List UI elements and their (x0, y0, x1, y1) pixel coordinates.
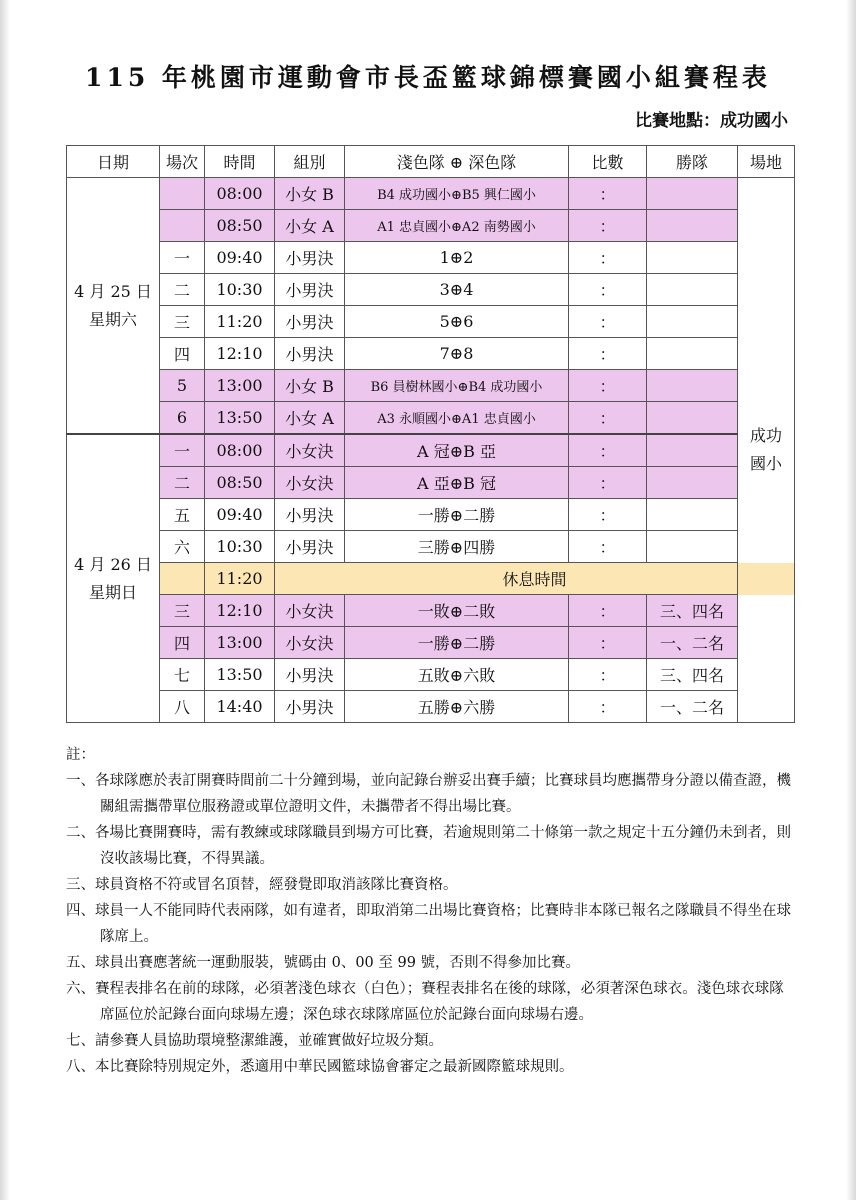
game-matchup: B6 員樹林國小⊕B4 成功國小 (345, 370, 569, 402)
venue-line: 比賽地點：成功國小 (635, 111, 788, 131)
game-matchup: B4 成功國小⊕B5 興仁國小 (345, 178, 569, 210)
note-item: 二、各場比賽開賽時，需有教練或球隊職員到場方可比賽，若逾規則第二十條第一款之規定十五分鐘仍未到者，則沒收該場比賽，不得異議。 (66, 825, 791, 867)
game-matchup: A3 永順國小⊕A1 忠貞國小 (345, 402, 569, 435)
game-time: 08:50 (205, 210, 275, 242)
table-row (67, 434, 795, 467)
game-time: 09:40 (205, 499, 275, 531)
game-no: 七 (160, 659, 205, 691)
game-no: 六 (160, 531, 205, 563)
game-score: ： (569, 178, 647, 210)
note-item: 一、各球隊應於表訂開賽時間前二十分鐘到場，並向記錄台辦妥出賽手續；比賽球員均應攜帶身分證以備查證，機關組需攜帶單位服務證或單位證明文件，未攜帶者不得出場比賽。 (66, 773, 791, 815)
header-venue: 場地 (738, 146, 795, 178)
game-winner (647, 274, 738, 306)
game-time: 08:00 (205, 178, 275, 210)
game-matchup: 5⊕6 (345, 306, 569, 338)
venue-cell-line1: 成功 (749, 426, 782, 445)
game-matchup: 三勝⊕四勝 (345, 531, 569, 563)
game-matchup: A 亞⊕B 冠 (345, 467, 569, 499)
game-no: 八 (160, 691, 205, 723)
game-winner (647, 531, 738, 563)
break-row (67, 563, 795, 595)
game-group: 小女 A (275, 402, 345, 435)
game-time: 09:40 (205, 242, 275, 274)
note-item: 四、球員一人不能同時代表兩隊，如有違者，即取消第二出場比賽資格；比賽時非本隊已報名之隊職員不得坐在球隊席上。 (66, 903, 791, 945)
game-matchup: 五敗⊕六敗 (345, 659, 569, 691)
table-row (67, 467, 795, 499)
note-item: 八、本比賽除特別規定外，悉適用中華民國籃球協會審定之最新國際籃球規則。 (66, 1059, 574, 1075)
game-group: 小男決 (275, 691, 345, 723)
game-group: 小男決 (275, 499, 345, 531)
table-row (67, 659, 795, 691)
game-winner (647, 402, 738, 435)
weekday-day2: 星期日 (88, 582, 137, 602)
date-cell-day1 (67, 178, 160, 435)
note-item: 六、賽程表排名在前的球隊，必須著淺色球衣（白色）；賽程表排名在後的球隊，必須著深色球衣。淺色球衣球隊席區位於記錄台面向球場左邊；深色球衣球隊席區位於記錄台面向球場右邊。 (66, 981, 784, 1023)
table-row (67, 370, 795, 402)
game-no: 一 (160, 242, 205, 274)
game-winner: 一、二名 (647, 627, 738, 659)
game-score: ： (569, 627, 647, 659)
game-time: 08:50 (205, 467, 275, 499)
date-day2: 4 月 26 日 (74, 554, 152, 574)
game-no (160, 563, 205, 595)
game-score: ： (569, 402, 647, 435)
game-time: 11:20 (205, 306, 275, 338)
game-group: 小女決 (275, 595, 345, 627)
game-matchup: 五勝⊕六勝 (345, 691, 569, 723)
game-winner (647, 338, 738, 370)
game-matchup: 3⊕4 (345, 274, 569, 306)
game-group: 小女 B (275, 370, 345, 402)
header-teams: 淺色隊 ⊕ 深色隊 (345, 146, 569, 178)
game-no: 三 (160, 595, 205, 627)
game-score: ： (569, 210, 647, 242)
game-time: 12:10 (205, 595, 275, 627)
table-row (67, 595, 795, 627)
game-group: 小男決 (275, 274, 345, 306)
game-score: ： (569, 499, 647, 531)
game-winner (647, 210, 738, 242)
game-time: 14:40 (205, 691, 275, 723)
game-winner (647, 242, 738, 274)
game-time: 13:00 (205, 370, 275, 402)
table-row (67, 210, 795, 242)
note-item: 三、球員資格不符或冒名頂替，經發覺即取消該隊比賽資格。 (66, 877, 458, 893)
game-group: 小女決 (275, 627, 345, 659)
game-time: 13:50 (205, 659, 275, 691)
game-winner: 一、二名 (647, 691, 738, 723)
game-time: 10:30 (205, 274, 275, 306)
game-group: 小女決 (275, 434, 345, 467)
game-group: 小男決 (275, 338, 345, 370)
game-winner: 三、四名 (647, 659, 738, 691)
game-no: 6 (160, 402, 205, 435)
table-header-row (67, 146, 795, 178)
header-group: 組別 (275, 146, 345, 178)
game-no (160, 178, 205, 210)
table-row (67, 499, 795, 531)
weekday-day1: 星期六 (88, 309, 137, 329)
game-winner: 三、四名 (647, 595, 738, 627)
game-no: 三 (160, 306, 205, 338)
game-winner (647, 499, 738, 531)
game-matchup: 一勝⊕二勝 (345, 499, 569, 531)
game-time: 11:20 (205, 563, 275, 595)
game-time: 13:00 (205, 627, 275, 659)
header-date: 日期 (67, 146, 160, 178)
game-no: 四 (160, 627, 205, 659)
game-no: 四 (160, 338, 205, 370)
venue-cell-line2: 國小 (749, 454, 782, 473)
game-group: 小男決 (275, 659, 345, 691)
venue-cell (738, 178, 795, 723)
game-time: 12:10 (205, 338, 275, 370)
game-group: 小女決 (275, 467, 345, 499)
date-day1: 4 月 25 日 (74, 281, 152, 301)
game-score: ： (569, 242, 647, 274)
game-no: 五 (160, 499, 205, 531)
game-group: 小男決 (275, 531, 345, 563)
game-winner (647, 178, 738, 210)
game-group: 小男決 (275, 242, 345, 274)
game-matchup: 7⊕8 (345, 338, 569, 370)
game-group: 小女 A (275, 210, 345, 242)
break-label: 休息時間 (275, 563, 795, 595)
notes-section (66, 742, 796, 1080)
game-score: ： (569, 370, 647, 402)
game-winner (647, 434, 738, 467)
game-no: 二 (160, 467, 205, 499)
game-time: 10:30 (205, 531, 275, 563)
game-score: ： (569, 306, 647, 338)
game-group: 小男決 (275, 306, 345, 338)
game-matchup: 一敗⊕二敗 (345, 595, 569, 627)
game-score: ： (569, 691, 647, 723)
table-row (67, 531, 795, 563)
note-item: 七、請參賽人員協助環境整潔維護，並確實做好垃圾分類。 (66, 1033, 443, 1049)
game-winner (647, 370, 738, 402)
game-score: ： (569, 531, 647, 563)
game-matchup: A1 忠貞國小⊕A2 南勢國小 (345, 210, 569, 242)
table-row (67, 178, 795, 210)
game-time: 08:00 (205, 434, 275, 467)
game-group: 小女 B (275, 178, 345, 210)
table-row (67, 306, 795, 338)
table-row (67, 691, 795, 723)
table-row (67, 274, 795, 306)
table-row (67, 402, 795, 435)
table-row (67, 242, 795, 274)
game-score: ： (569, 595, 647, 627)
date-cell-day2 (67, 434, 160, 723)
game-winner (647, 306, 738, 338)
header-winner: 勝隊 (647, 146, 738, 178)
header-game-no: 場次 (160, 146, 205, 178)
table-row (67, 338, 795, 370)
note-item: 五、球員出賽應著統一運動服裝，號碼由 0、00 至 99 號，否則不得參加比賽。 (66, 955, 581, 971)
table-row (67, 627, 795, 659)
page-edge-right (846, 0, 856, 1200)
game-score: ： (569, 274, 647, 306)
game-score: ： (569, 434, 647, 467)
game-no: 5 (160, 370, 205, 402)
game-score: ： (569, 467, 647, 499)
header-time: 時間 (205, 146, 275, 178)
schedule-table (66, 145, 795, 723)
game-time: 13:50 (205, 402, 275, 435)
header-score: 比數 (569, 146, 647, 178)
game-score: ： (569, 338, 647, 370)
game-winner (647, 467, 738, 499)
game-matchup: A 冠⊕B 亞 (345, 434, 569, 467)
game-matchup: 1⊕2 (345, 242, 569, 274)
document-title: 115 年桃園市運動會市長盃籃球錦標賽國小組賽程表 (85, 63, 771, 92)
game-no: 二 (160, 274, 205, 306)
game-matchup: 一勝⊕二勝 (345, 627, 569, 659)
game-score: ： (569, 659, 647, 691)
notes-label: 註： (66, 747, 95, 763)
game-no: 一 (160, 434, 205, 467)
game-no (160, 210, 205, 242)
page-edge-left (0, 0, 10, 1200)
